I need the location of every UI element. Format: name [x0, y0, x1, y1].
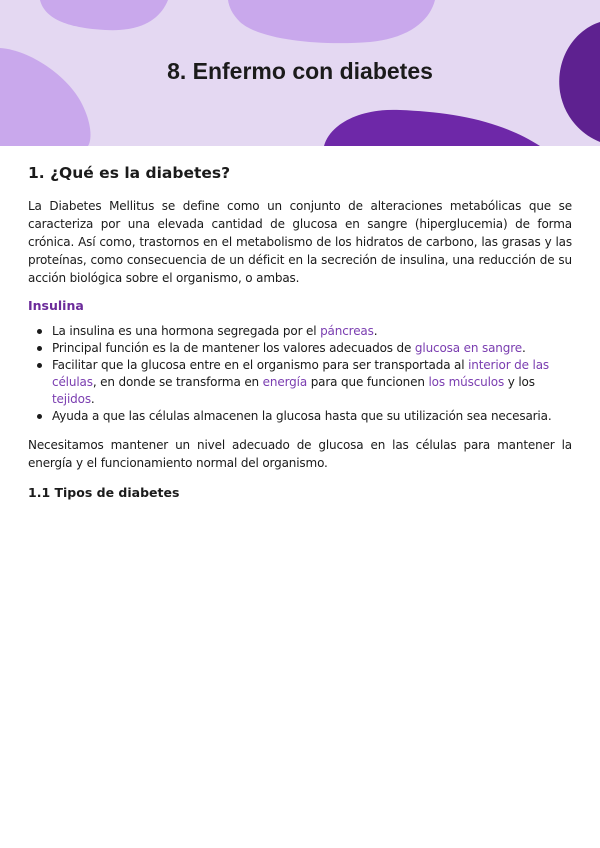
- page-title: 8. Enfermo con diabetes: [167, 58, 433, 84]
- blob-top-left: [40, 0, 168, 30]
- link-pancreas[interactable]: páncreas: [320, 324, 374, 338]
- insulina-list: [28, 323, 572, 425]
- list-item: La insulina es una hormona segregada por el páncreas.: [28, 323, 572, 340]
- list-item: Ayuda a que las células almacenen la glucosa hasta que su utilización sea necesaria.: [28, 408, 572, 425]
- main-content: [28, 160, 572, 500]
- header-banner: [0, 0, 600, 146]
- section-heading: 1. ¿Qué es la diabetes?: [28, 164, 231, 182]
- subsection-heading: 1.1 Tipos de diabetes: [28, 485, 180, 500]
- link-musculos[interactable]: los músculos: [428, 375, 505, 389]
- blob-bottom-dark: [324, 110, 540, 146]
- intro-paragraph: La Diabetes Mellitus se define como un conjunto de alteraciones metabólicas que se caracteriza por una elevada cantidad de glucosa en sangre (hiperglucemia) de forma crónica. Así como, trastornos en el metabolismo de los hidratos de carbono, las grasas y las proteínas, como consecuencia de un déficit en la secreción de insulina, una reducción de su acción biológica sobre el organismo, o ambas.: [28, 199, 572, 285]
- link-glucosa-en-sangre[interactable]: glucosa en sangre: [414, 341, 522, 355]
- subheading-insulina: Insulina: [28, 298, 84, 313]
- link-interior-celulas[interactable]: interior de las células: [52, 358, 549, 389]
- link-tejidos[interactable]: tejidos: [52, 392, 91, 406]
- link-energia[interactable]: energía: [262, 375, 308, 389]
- list-item: Facilitar que la glucosa entre en el organismo para ser transportada al interior de las células, en donde se transforma en energía para que funcionen los músculos y los tejidos.: [28, 357, 572, 408]
- closing-paragraph: Necesitamos mantener un nivel adecuado de glucosa en las células para mantener la energía y el funcionamiento normal del organismo.: [28, 438, 572, 470]
- blob-top-center: [228, 0, 435, 43]
- list-item: Principal función es la de mantener los valores adecuados de glucosa en sangre.: [28, 340, 572, 357]
